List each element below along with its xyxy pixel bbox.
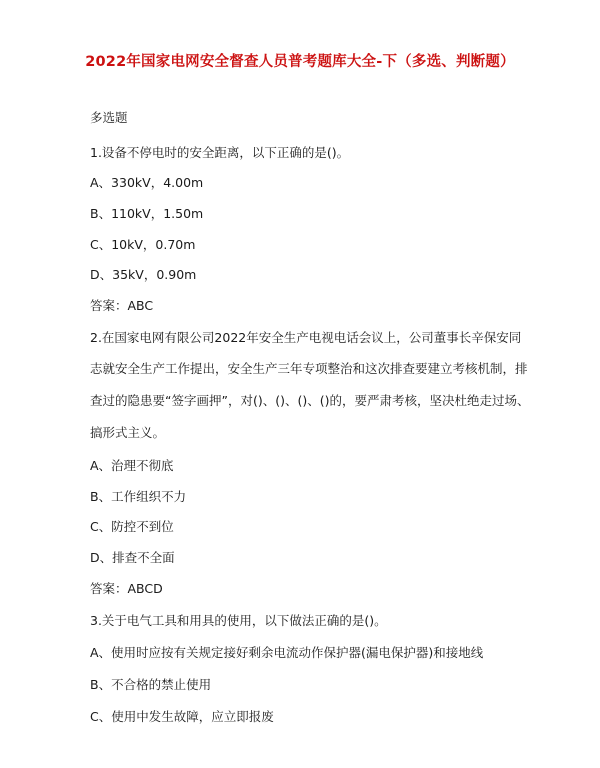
section-label: 多选题: [90, 110, 128, 125]
question-1-stem: 1.设备不停电时的安全距离，以下正确的是()。: [90, 145, 350, 160]
document-title: 2022年国家电网安全督查人员普考题库大全-下（多选、判断题）: [85, 54, 515, 70]
question-2-stem-line-4: 搞形式主义。: [90, 425, 166, 440]
question-2-answer: 答案：ABCD: [90, 581, 163, 596]
question-1-answer: 答案：ABC: [90, 298, 154, 313]
question-2-option-a: A、治理不彻底: [90, 458, 174, 473]
question-1-option-c: C、10kV，0.70m: [90, 237, 196, 252]
question-3-stem: 3.关于电气工具和用具的使用，以下做法正确的是()。: [90, 613, 387, 628]
question-2-option-d: D、排查不全面: [90, 550, 175, 565]
question-3-option-a: A、使用时应按有关规定接好剩余电流动作保护器(漏电保护器)和接地线: [90, 645, 484, 660]
question-2-option-c: C、防控不到位: [90, 519, 174, 534]
question-2-option-b: B、工作组织不力: [90, 489, 187, 504]
question-1-option-d: D、35kV，0.90m: [90, 267, 197, 282]
question-2-stem-line-3: 查过的隐患要“签字画押”，对()、()、()、()的，要严肃考核，坚决杜绝走过场、: [90, 393, 530, 408]
question-3-option-c: C、使用中发生故障，应立即报废: [90, 709, 274, 724]
question-2-stem-line-1: 2.在国家电网有限公司2022年安全生产电视电话会议上，公司董事长辛保安同: [90, 330, 522, 345]
question-3-option-b: B、不合格的禁止使用: [90, 677, 212, 692]
question-1-option-a: A、330kV，4.00m: [90, 175, 204, 190]
question-2-stem-line-2: 志就安全生产工作提出，安全生产三年专项整治和这次排查要建立考核机制，排: [90, 361, 528, 376]
question-1-option-b: B、110kV，1.50m: [90, 206, 204, 221]
